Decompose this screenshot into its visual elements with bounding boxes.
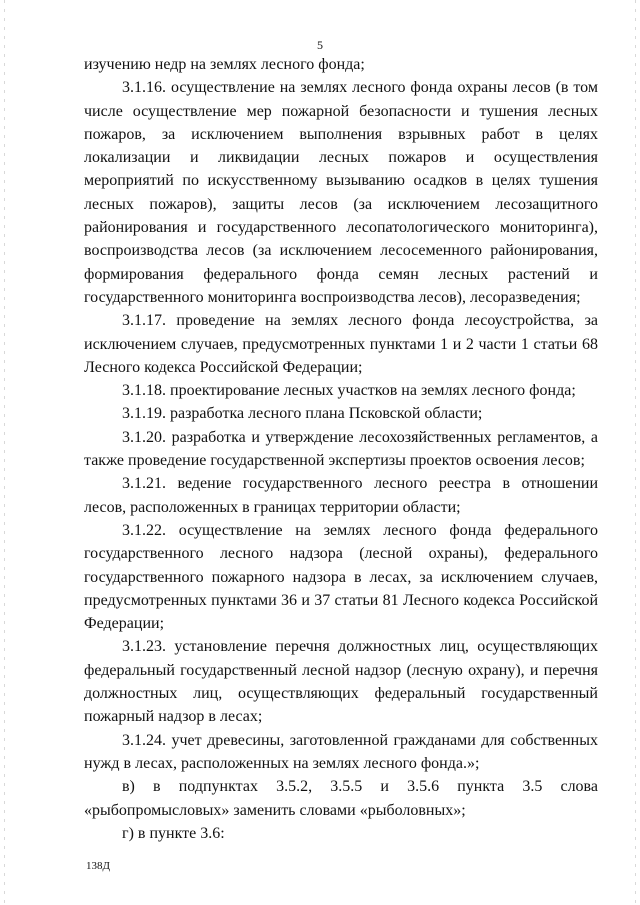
scan-edge-right <box>635 0 636 905</box>
paragraph-3-1-18: 3.1.18. проектирование лесных участков на землях лесного фонда; <box>122 382 576 400</box>
paragraph-continuation: изучению недр на землях лесного фонда; <box>84 56 365 73</box>
paragraph-item-v: в) в подпунктах 3.5.2, 3.5.5 и 3.5.6 пункта 3.5 слова «рыбопромысловых» заменить словами «рыболовных»; <box>84 778 598 819</box>
paragraph-3-1-16: 3.1.16. осуществление на землях лесного фонда охраны лесов (в том числе осуществление мер пожарной безопасности и тушения лесных пожаров, за исключением выполнения взрывных работ в целях локализации и ликвидации лесных пожаров и осуществления мероприятий по искусственному вызыванию осадков в целях тушения лесных пожаров), защиты лесов (за исключением лесозащитного районирования и государственного лесопатологического мониторинга), воспроизводства лесов (за исключением лесосеменного районирования, формирования федерального фонда семян лесных растений и государственного мониторинга воспроизводства лесов), лесоразведения; <box>84 79 598 306</box>
paragraph-3-1-17: 3.1.17. проведение на землях лесного фонда лесоустройства, за исключением случаев, предусмотренных пунктами 1 и 2 части 1 статьи 68 Лесного кодекса Российской Федерации; <box>84 312 598 376</box>
paragraph-3-1-24: 3.1.24. учет древесины, заготовленной гражданами для собственных нужд в лесах, расположенных на землях лесного фонда.»; <box>84 731 598 772</box>
paragraph-3-1-22: 3.1.22. осуществление на землях лесного фонда федерального государственного лесного надзора (лесной охраны), федерального государственного пожарного надзора в лесах, за исключением случаев, предусмотренных пунктами 36 и 37 статьи 81 Лесного кодекса Российской Федерации; <box>84 521 598 633</box>
paragraph-3-1-19: 3.1.19. разработка лесного плана Псковской области; <box>122 405 483 423</box>
page-number: 5 <box>317 38 323 52</box>
paragraph-3-1-23: 3.1.23. установление перечня должностных лиц, осуществляющих федеральный государственный лесной надзор (лесную охрану), и перечня должностных лиц, осуществляющих федеральный государственный пожарный надзор в лесах; <box>84 638 598 726</box>
footer-document-code: 138Д <box>86 860 111 872</box>
paragraph-item-g: г) в пункте 3.6: <box>122 824 225 842</box>
paragraph-3-1-21: 3.1.21. ведение государственного лесного реестра в отношении лесов, расположенных в границах территории области; <box>84 475 598 516</box>
document-body <box>84 53 598 845</box>
paragraph-3-1-20: 3.1.20. разработка и утверждение лесохозяйственных регламентов, а также проведение государственной экспертизы проектов освоения лесов; <box>84 428 598 470</box>
scan-edge-left <box>4 0 5 905</box>
